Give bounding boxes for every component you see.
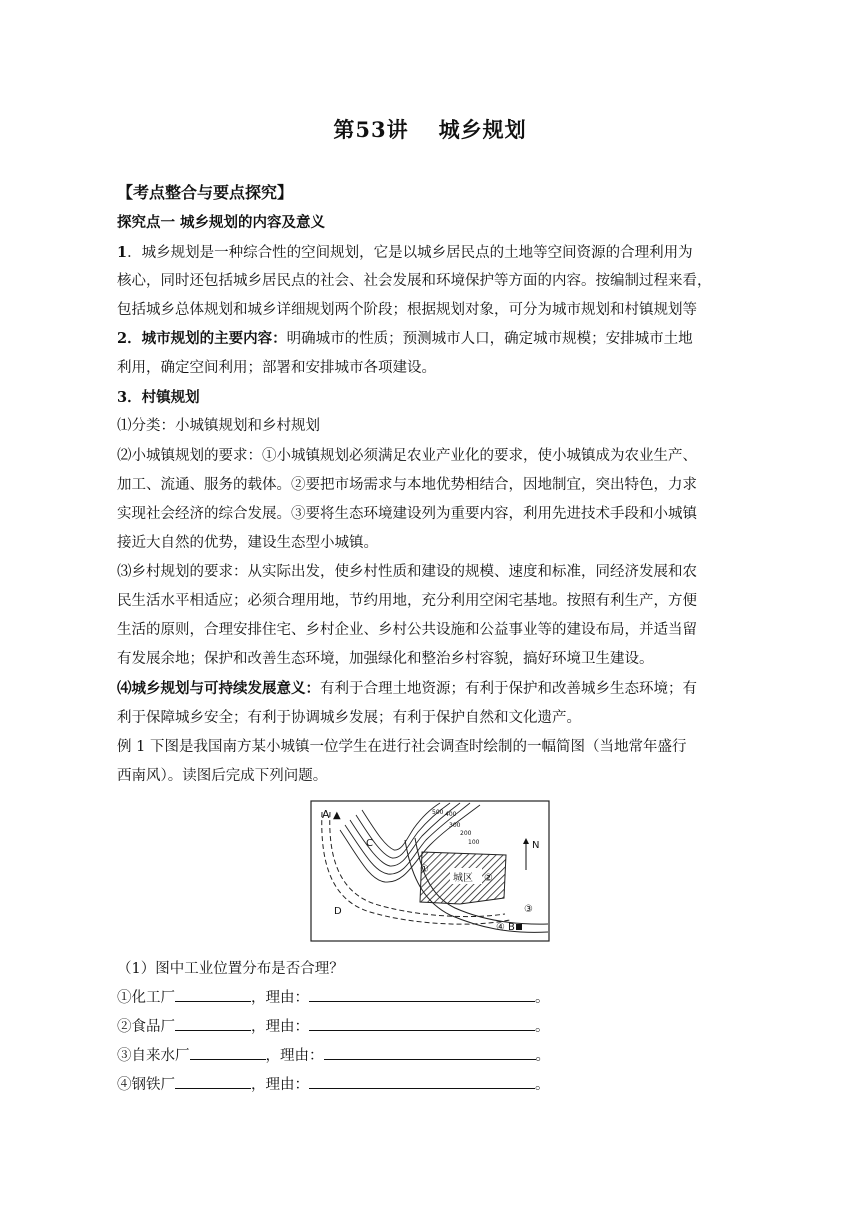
example-line-1: 例 1 下图是我国南方某小城镇一位学生在进行社会调查时绘制的一幅简图（当地常年盛行 [117,739,687,755]
label-town: 城区 [453,873,473,884]
north-label: N [532,840,540,851]
contour-300: 300 [449,822,461,829]
paragraph-1-line-2: 核心，同时还包括城乡居民点的社会、社会发展和环境保护等方面的内容。按编制过程来看， [117,273,712,289]
contour-400: 400 [445,811,457,818]
section-heading: 【考点整合与要点探究】 [117,183,294,202]
answer-blank[interactable] [190,1045,266,1060]
reason-blank[interactable] [309,1016,535,1031]
paragraph-3c-line-2: 民生活水平相适应；必须合理用地，节约用地，充分利用空闲宅基地。按照有利生产，方便 [117,593,697,609]
answer-reason-label: ，理由： [251,1019,309,1035]
paragraph-3c-line-3: 生活的原则，合理安排住宅、乡村企业、乡村公共设施和公益事业等的建设布局，并适当留 [117,622,697,638]
paragraph-4-line-1 [117,679,737,699]
answer-end: 。 [535,1019,550,1035]
paragraph-2-line-1 [117,329,737,349]
p4-text: 有利于合理土地资源；有利于保护和改善城乡生态环境；有 [320,681,697,697]
answer-reason-label: ，理由： [251,1077,309,1093]
answer-item: ②食品厂 [117,1019,175,1035]
lecture-number: 第53讲 [333,117,409,142]
p1-number: 1 [117,244,128,261]
label-circle-1: ① [420,864,429,875]
answer-blank[interactable] [175,1074,251,1089]
paragraph-3-heading: 3．村镇规划 [117,389,200,406]
answer-end: 。 [535,1077,550,1093]
contour-500: 500 [432,809,444,816]
paragraph-3b-line-4: 接近大自然的优势，建设生态型小城镇。 [117,535,378,551]
label-circle-4: ④ [496,922,505,933]
p2-text: 明确城市的性质；预测城市人口，确定城市规模；安排城市土地 [286,331,693,347]
answer-reason-label: ，理由： [251,990,309,1006]
contour-100: 100 [468,839,480,846]
paragraph-1-line-1 [117,243,737,263]
label-circle-3: ③ [524,904,533,915]
triangle-icon: ▲ [333,810,341,821]
reason-blank[interactable] [324,1045,536,1060]
answer-blank[interactable] [175,1016,251,1031]
paragraph-4-line-2: 利于保障城乡安全；有利于协调城乡发展；有利于保护自然和文化遗产。 [117,710,581,726]
reason-blank[interactable] [309,987,535,1002]
answer-reason-label: ，理由： [265,1048,324,1064]
answer-blank[interactable] [175,987,251,1002]
label-circle-2: ② [484,873,493,884]
p2-heading: 2．城市规划的主要内容： [117,330,287,347]
example-line-2: 西南风）。读图后完成下列问题。 [117,768,328,784]
paragraph-3b-line-1: ⑵小城镇规划的要求：①小城镇规划必须满足农业产业化的要求，使小城镇成为农业生产、 [117,448,697,464]
paragraph-3b-line-3: 实现社会经济的综合发展。③要将生态环境建设列为重要内容，利用先进技术手段和小城镇 [117,506,697,522]
answer-row-3 [117,1045,737,1066]
label-c: C [366,838,373,849]
p4-heading: ⑷城乡规划与可持续发展意义： [117,680,320,697]
answer-end: 。 [535,990,550,1006]
label-d: D [334,906,342,917]
paragraph-1-line-3: 包括城乡总体规划和城乡详细规划两个阶段；根据规划对象，可分为城市规划和村镇规划等 [117,302,697,318]
label-b: B [508,922,515,933]
answer-row-1 [117,987,737,1008]
p1-text: ．城乡规划是一种综合性的空间规划，它是以城乡居民点的土地等空间资源的合理利用为 [127,245,693,261]
lecture-topic: 城乡规划 [438,117,527,142]
answer-row-4 [117,1074,737,1095]
label-a: A [322,808,330,821]
answer-item: ③自来水厂 [117,1048,190,1064]
contour-200: 200 [460,830,472,837]
reason-blank[interactable] [309,1074,535,1089]
paragraph-3c-line-1: ⑶乡村规划的要求：从实际出发，使乡村性质和建设的规模、速度和标准，同经济发展和农 [117,564,697,580]
answer-item: ④钢铁厂 [117,1077,175,1093]
subheading: 探究点一 城乡规划的内容及意义 [117,214,326,231]
page-title [0,114,860,144]
square-icon [516,924,522,930]
answer-item: ①化工厂 [117,990,175,1006]
answer-row-2 [117,1016,737,1037]
answer-end: 。 [535,1048,550,1064]
paragraph-3b-line-2: 加工、流通、服务的载体。②要把市场需求与本地优势相结合，因地制宜，突出特色，力求 [117,477,697,493]
paragraph-3a: ⑴分类：小城镇规划和乡村规划 [117,418,320,434]
paragraph-2-line-2: 利用，确定空间利用；部署和安排城市各项建设。 [117,360,436,376]
question-1: （1）图中工业位置分布是否合理？ [117,961,344,977]
town-map-figure [310,800,550,942]
paragraph-3c-line-4: 有发展余地；保护和改善生态环境，加强绿化和整治乡村容貌，搞好环境卫生建设。 [117,651,654,667]
